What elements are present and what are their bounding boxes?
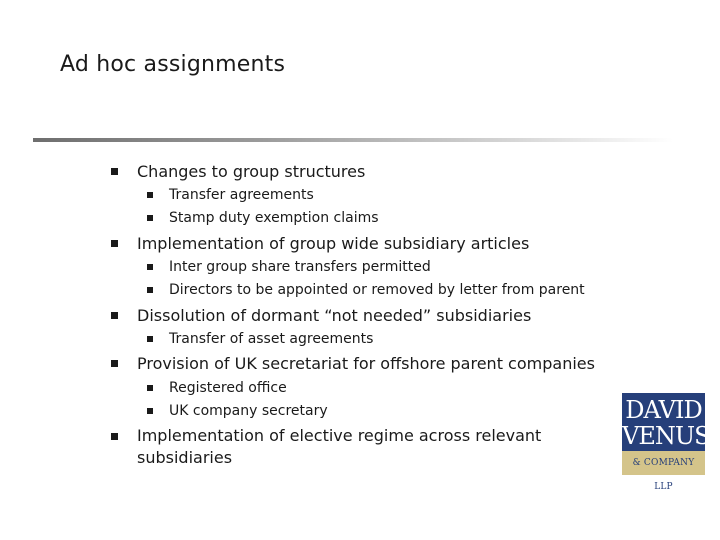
sub-bullet-marker: [147, 408, 153, 414]
company-logo: [622, 393, 710, 492]
bullet-item: Implementation of group wide subsidiary articles: [137, 234, 530, 253]
bullet-marker: [111, 168, 118, 175]
sub-bullet-item: Transfer agreements: [169, 187, 314, 203]
bullet-item: Changes to group structures: [137, 162, 366, 181]
bullet-marker: [111, 433, 118, 440]
sub-bullet-item: Registered office: [169, 380, 287, 396]
bullet-item: Provision of UK secretariat for offshore parent companies: [137, 354, 595, 373]
sub-bullet-marker: [147, 287, 153, 293]
sub-bullet-item: UK company secretary: [169, 403, 328, 419]
sub-bullet-item: Inter group share transfers permitted: [169, 259, 431, 275]
bullet-marker: [111, 360, 118, 367]
sub-bullet-marker: [147, 336, 153, 342]
sub-bullet-item: Stamp duty exemption claims: [169, 210, 379, 226]
sub-bullet-marker: [147, 264, 153, 270]
logo-band: & COMPANY LLP: [622, 451, 705, 475]
sub-bullet-item: Directors to be appointed or removed by letter from parent: [169, 282, 585, 298]
sub-bullet-marker: [147, 385, 153, 391]
slide-title: Ad hoc assignments: [60, 52, 286, 77]
logo-text-line: VENUS: [622, 422, 710, 450]
sub-bullet-marker: [147, 192, 153, 198]
sub-bullet-item: Transfer of asset agreements: [169, 331, 374, 347]
bullet-marker: [111, 312, 118, 319]
sub-bullet-marker: [147, 215, 153, 221]
bullet-item-line: subsidiaries: [137, 448, 233, 467]
bullet-item: Dissolution of dormant “not needed” subsidiaries: [137, 306, 532, 325]
bullet-marker: [111, 240, 118, 247]
logo-text-line: DAVID: [625, 396, 702, 424]
bullet-item-line: Implementation of elective regime across relevant: [137, 426, 542, 445]
